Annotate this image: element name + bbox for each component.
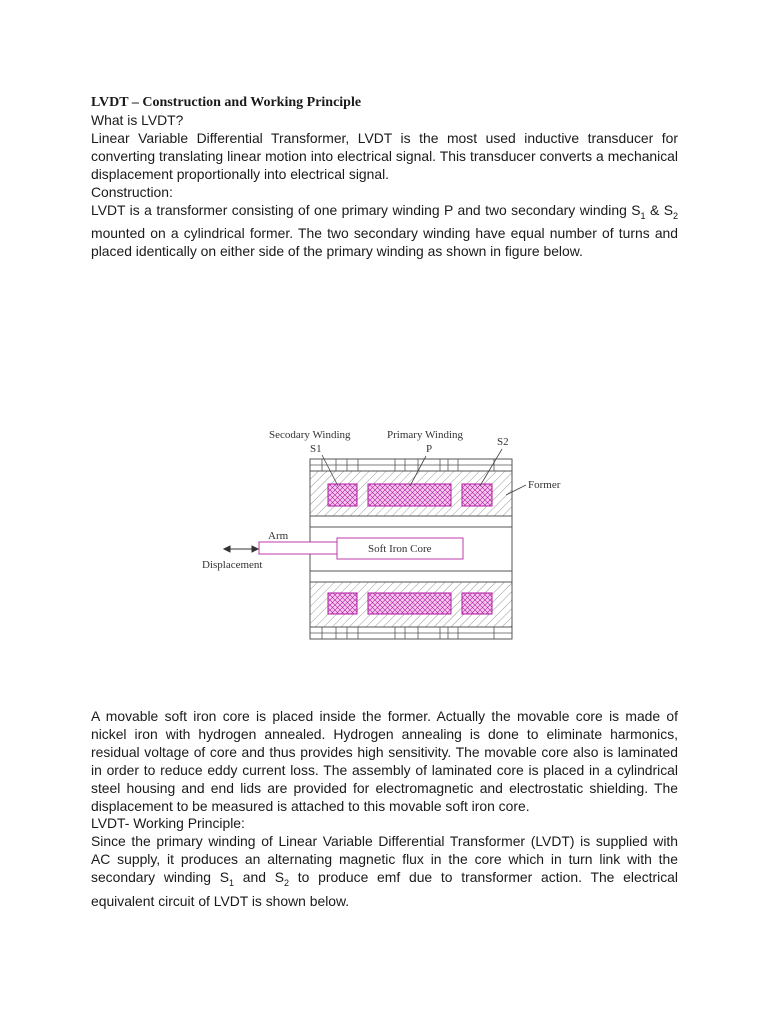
label-s2: S2: [497, 436, 509, 448]
working-heading: LVDT- Working Principle:: [91, 815, 245, 832]
page-title: LVDT – Construction and Working Principle: [91, 95, 362, 110]
construction-heading: Construction:: [91, 183, 173, 200]
construction-paragraph: LVDT is a transformer consisting of one primary winding P and two secondary winding $S_1$ & $S_2$ mounted on a cylindrical former. The two secondary winding have equal number of turns and placed identically on either side of the primary winding as shown in figure below.: [91, 201, 678, 260]
displacement-arrow: [224, 546, 258, 552]
label-p: P: [426, 443, 433, 455]
label-former: Former: [528, 479, 561, 491]
label-secondary-winding: Secodary Winding: [269, 429, 351, 441]
label-s1: S1: [310, 443, 322, 455]
label-displacement: Displacement: [202, 559, 263, 571]
label-core: Soft Iron Core: [368, 543, 432, 555]
intro-paragraph: Linear Variable Differential Transformer, LVDT is the most used inductive transducer for converting translating linear motion into electrical signal. This transducer converts a mechanical displacement proportionally into electrical signal.: [91, 129, 678, 182]
bottom-housing: [310, 582, 512, 639]
core-paragraph: A movable soft iron core is placed inside the former. Actually the movable core is made of nickel iron with hydrogen annealed. Hydrogen annealing is done to eliminate harmonics, residual voltage of core and thus provides high sensitivity. The movable core also is laminated in order to reduce eddy current loss. The assembly of laminated core is placed in a cylindrical steel housing and end lids are provided for electromagnetic and electrostatic shielding. The displacement to be measured is attached to this movable soft iron core.: [91, 708, 678, 814]
top-housing: [310, 459, 512, 516]
arm: [259, 542, 339, 554]
label-primary-winding: Primary Winding: [387, 429, 464, 441]
text-block-bottom: [91, 708, 678, 911]
question-heading: What is LVDT?: [91, 112, 184, 128]
label-arm: Arm: [268, 530, 289, 542]
working-paragraph: Since the primary winding of Linear Variable Differential Transformer (LVDT) is supplied with AC supply, it produces an alternating magnetic flux in the core which in turn link with the secondary winding $S_1$ and $S_2$ to produce emf due to transformer action. The electrical equivalent circuit of LVDT is shown below.: [91, 833, 678, 909]
